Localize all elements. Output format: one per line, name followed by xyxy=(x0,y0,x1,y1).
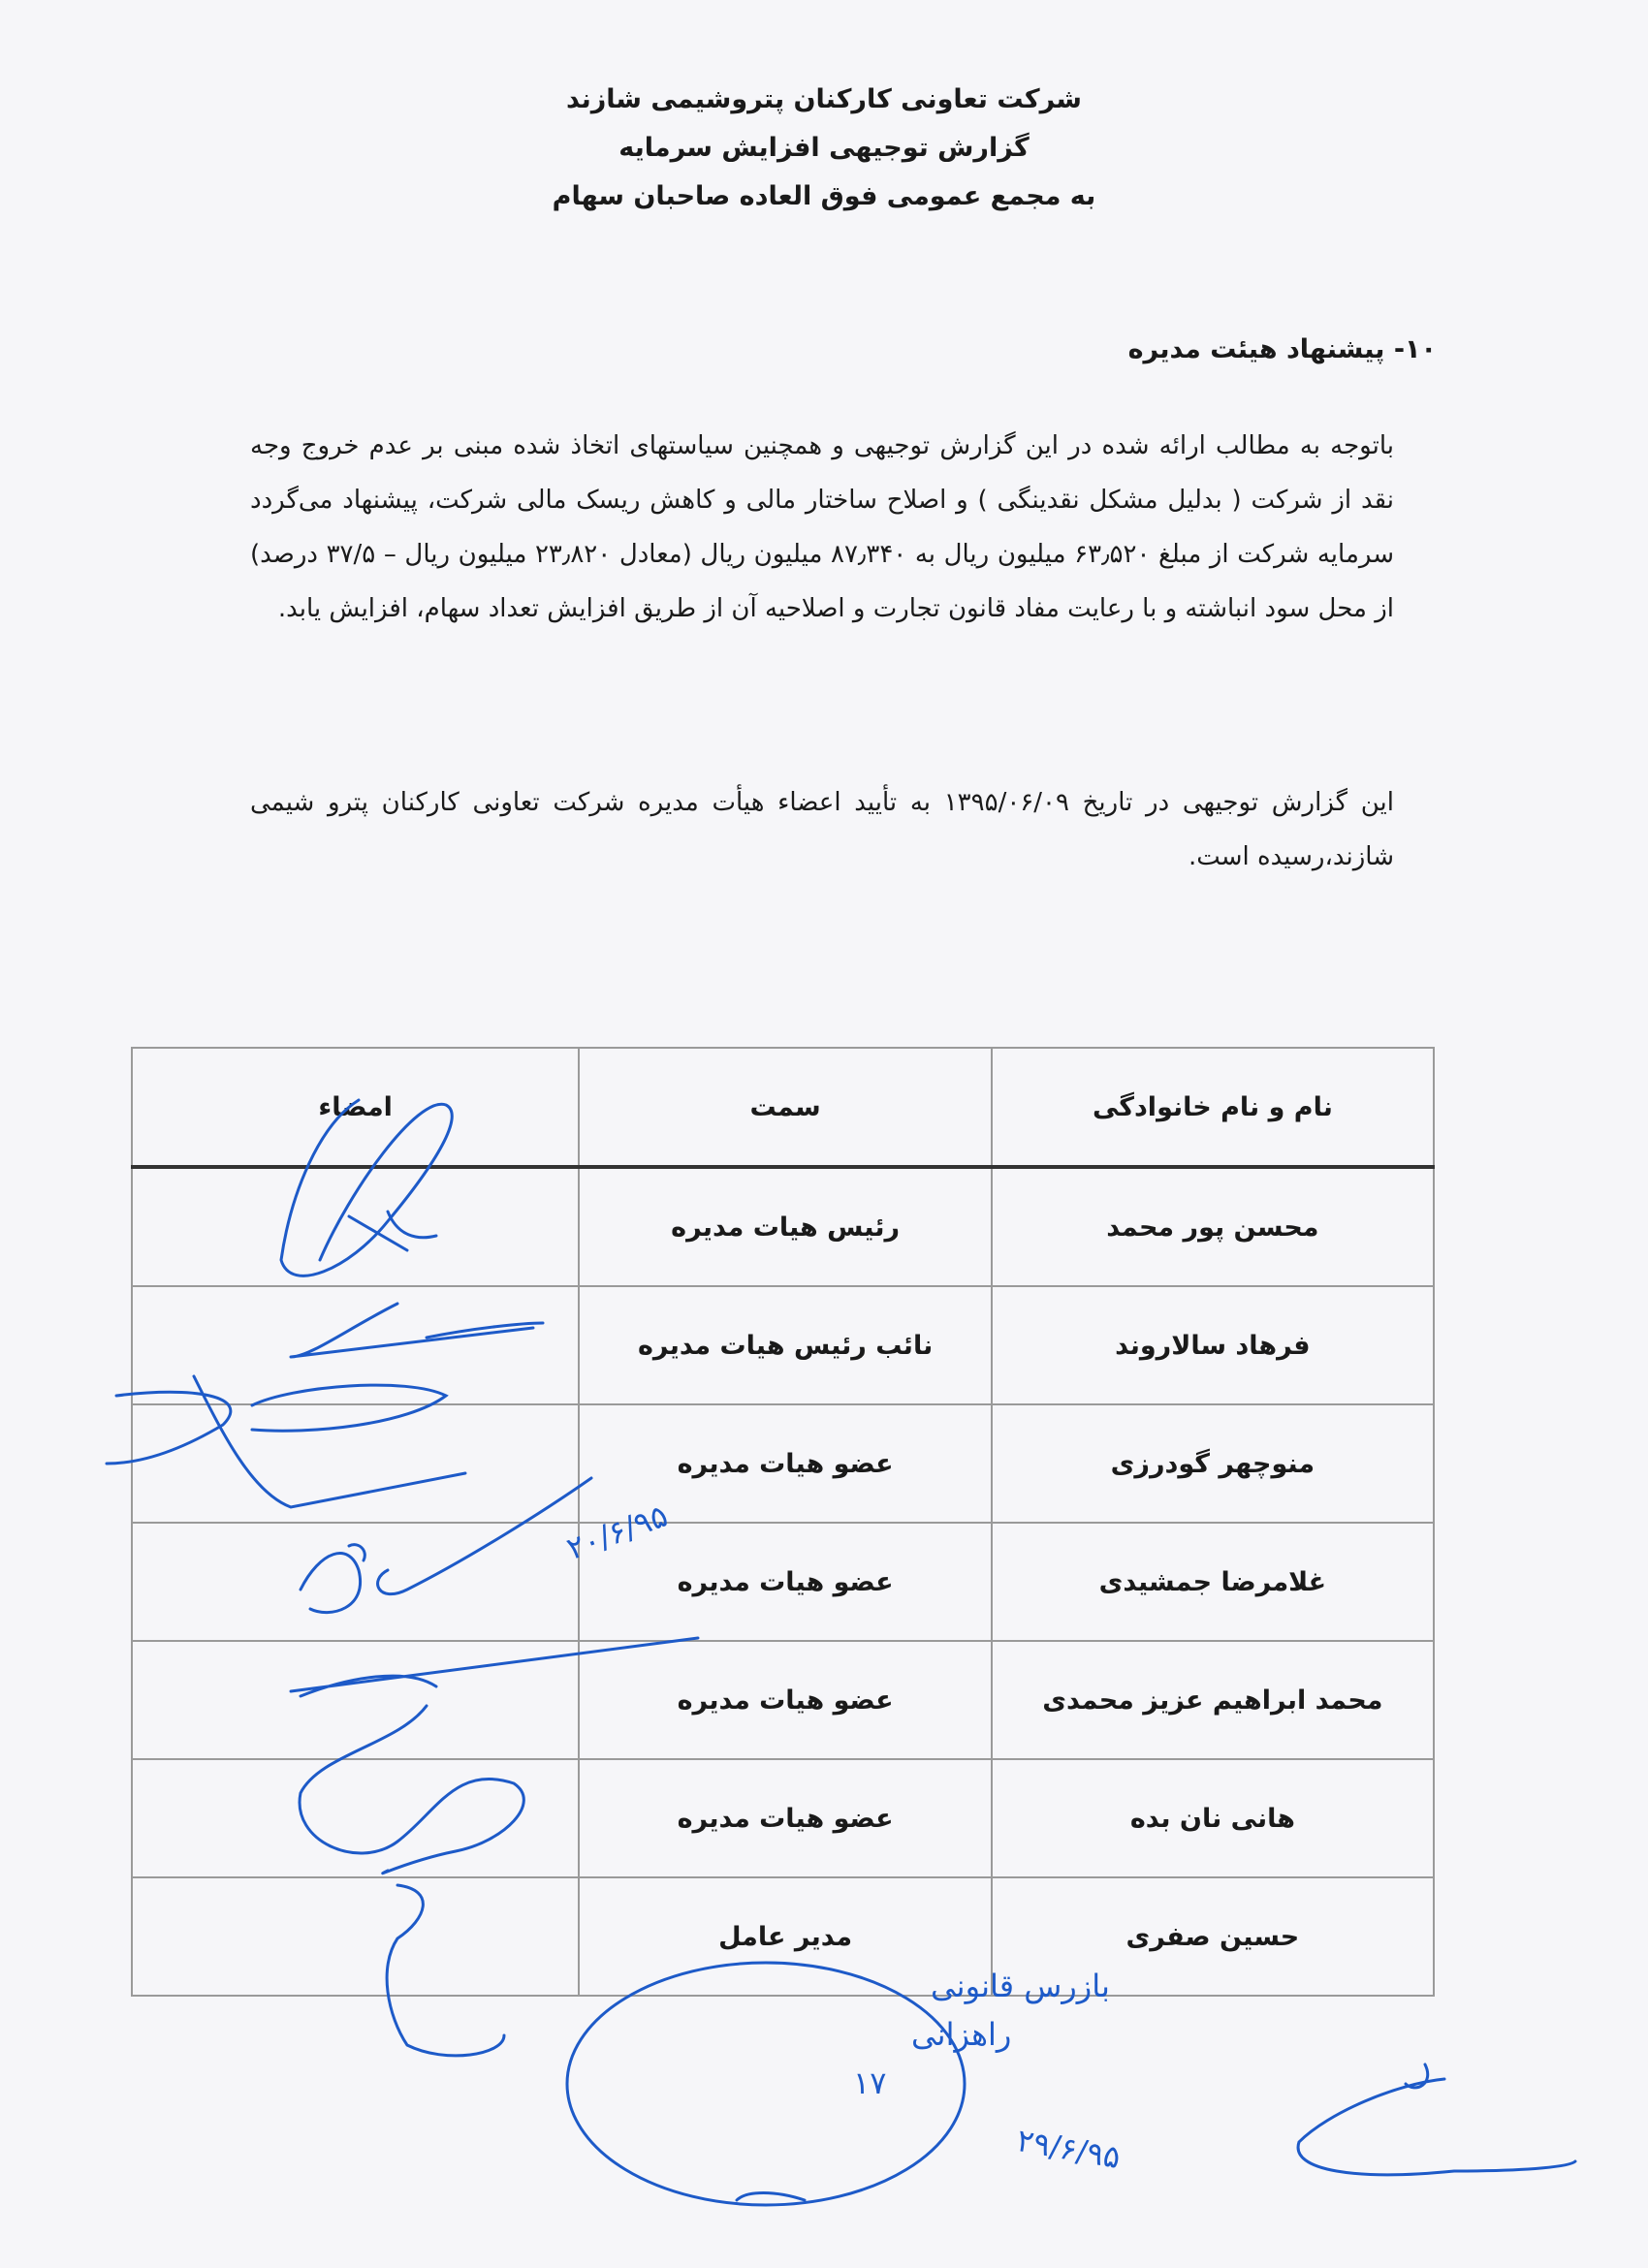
inspector-stamp-oval xyxy=(567,1963,965,2205)
member-role: عضو هیات مدیره xyxy=(579,1641,991,1759)
table-row xyxy=(132,1286,1434,1404)
signature-cell xyxy=(132,1286,579,1404)
stamp-number: ۱۷ xyxy=(853,2064,887,2101)
proposal-paragraph: باتوجه به مطالب ارائه شده در این گزارش توجیهی و همچنین سیاستهای اتخاذ شده مبنی بر عدم خروج وجه نقد از شرکت ( بدلیل مشکل نقدینگی ) و اصلاح ساختار مالی و کاهش ریسک مالی شرکت، پیشنهاد می‌گردد سرمایه شرکت از مبلغ ۶۳٫۵۲۰ میلیون ریال به ۸۷٫۳۴۰ میلیون ریال (معادل ۲۳٫۸۲۰ میلیون ریال – ۳۷/۵ درصد) از محل سود انباشته و با رعایت مفاد قانون تجارت و اصلاحیه آن از طریق افزایش تعداد سهام، افزایش یابد. xyxy=(250,431,1395,623)
signature-cell xyxy=(132,1167,579,1286)
header-signature: امضاء xyxy=(132,1048,579,1167)
member-name: منوچهر گودرزی xyxy=(992,1404,1434,1523)
date-bottom: ۲۹/۶/۹۵ xyxy=(1014,2121,1124,2177)
table-row xyxy=(132,1877,1434,1996)
member-name: هانی نان بده xyxy=(992,1759,1434,1877)
signature-cell xyxy=(132,1759,579,1877)
report-subtitle: به مجمع عمومی فوق العاده صاحبان سهام xyxy=(552,181,1096,211)
member-role: مدیر عامل xyxy=(579,1877,991,1996)
document-header xyxy=(0,76,1648,221)
signature-cell xyxy=(132,1877,579,1996)
board-members-table xyxy=(131,1047,1435,1997)
member-role: عضو هیات مدیره xyxy=(579,1523,991,1641)
member-role: عضو هیات مدیره xyxy=(579,1759,991,1877)
member-name: غلامرضا جمشیدی xyxy=(992,1523,1434,1641)
header-role: سمت xyxy=(579,1048,991,1167)
approval-paragraph: این گزارش توجیهی در تاریخ ۱۳۹۵/۰۶/۰۹ به تأیید اعضاء هیأت مدیره شرکت تعاونی کارکنان پترو شیمی شازند،رسیده است. xyxy=(250,788,1394,871)
table-row xyxy=(132,1641,1434,1759)
member-name: محمد ابراهیم عزیز محمدی xyxy=(992,1641,1434,1759)
stamp-tail xyxy=(737,2193,805,2201)
table-row xyxy=(132,1404,1434,1523)
member-name: فرهاد سالاروند xyxy=(992,1286,1434,1404)
signature-cell xyxy=(132,1523,579,1641)
signature-cell xyxy=(132,1641,579,1759)
report-title: گزارش توجیهی افزایش سرمایه xyxy=(618,133,1030,163)
date-note: ۲۰/۶/۹۵ xyxy=(561,1496,673,1567)
section-title: ۱۰- پیشنهاد هیئت مدیره xyxy=(1127,334,1437,364)
signature-bottom-right xyxy=(1298,2064,1575,2175)
company-name: شرکت تعاونی کارکنان پتروشیمی شازند xyxy=(566,84,1082,114)
stamp-line2: راهزانی xyxy=(911,2016,1012,2053)
member-role: نائب رئیس هیات مدیره xyxy=(579,1286,991,1404)
member-name: حسین صفری xyxy=(992,1877,1434,1996)
table-row xyxy=(132,1759,1434,1877)
table-row xyxy=(132,1167,1434,1286)
table-row xyxy=(132,1523,1434,1641)
signature-cell xyxy=(132,1404,579,1523)
table-header-row xyxy=(132,1048,1434,1167)
member-role: رئیس هیات مدیره xyxy=(579,1167,991,1286)
member-role: عضو هیات مدیره xyxy=(579,1404,991,1523)
member-name: محسن پور محمد xyxy=(992,1167,1434,1286)
header-name: نام و نام خانوادگی xyxy=(992,1048,1434,1167)
stamp-line1: بازرس قانونی xyxy=(931,1968,1110,2004)
